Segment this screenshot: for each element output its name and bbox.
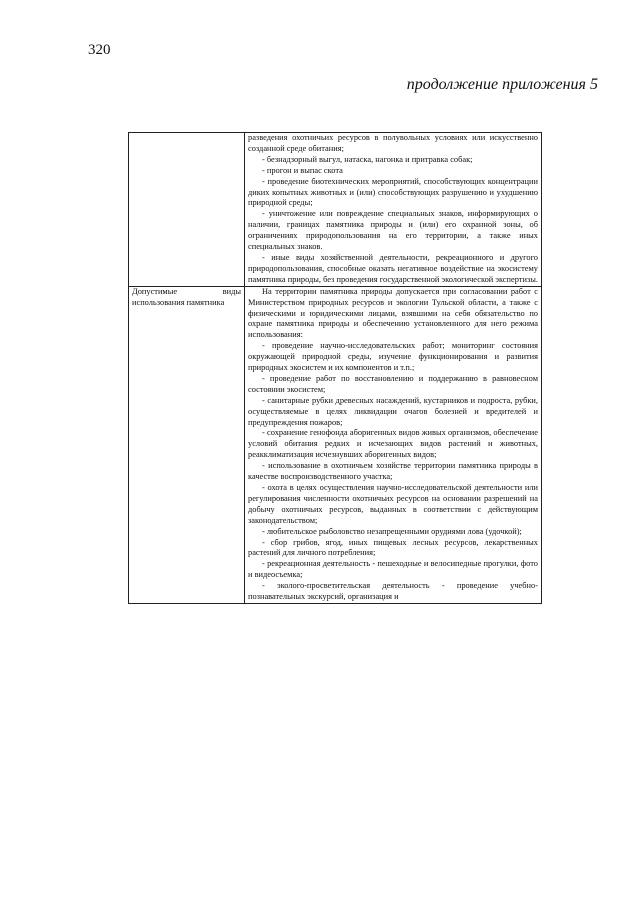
paragraph: - проведение биотехнических мероприятий, способствующих концентрации диких копытных животных и (или) способствующих разрушению и ухудшению природной среды; (248, 176, 538, 208)
paragraph: - использование в охотничьем хозяйстве территории памятника природы в качестве воспроизводственного участка; (248, 461, 538, 482)
paragraph: - рекреационная деятельность - пешеходные и велосипедные прогулки, фото и видеосъемка; (248, 559, 538, 580)
regime-table (128, 132, 542, 604)
row-label (129, 133, 245, 287)
table-row (129, 133, 542, 287)
paragraph: - любительское рыболовство незапрещенными орудиями лова (удочкой); (262, 526, 522, 536)
paragraph: - охота в целях осуществления научно-исследовательской деятельности или регулирования численности охотничьих ресурсов на основании разрешений на добычу охотничьих ресурсов, выданных в соответствии с действующим законодательством; (248, 483, 538, 525)
paragraph: - санитарные рубки древесных насаждений, кустарников и подроста, рубки, осуществляемые в целях ликвидации очагов болезней и вредителей и предупреждения пожаров; (248, 395, 538, 427)
paragraph: - сбор грибов, ягод, иных пищевых лесных ресурсов, лекарственных растений для личного потребления; (248, 537, 538, 558)
paragraph: - прогон и выпас скота (262, 165, 343, 175)
table-row (129, 286, 542, 603)
paragraph: - проведение научно-исследовательских работ; мониторинг состояния окружающей природной среды, изучение функционирования и развития природных экосистем и их компонентов и т.п.; (248, 341, 538, 373)
row-body (245, 133, 542, 287)
paragraph: - проведение работ по восстановлению и поддержанию в равновесном состоянии экосистем; (248, 373, 538, 394)
page-number: 320 (88, 42, 111, 58)
paragraph: разведения охотничьих ресурсов в полувольных условиях или искусственно созданной среде обитания; (248, 133, 538, 153)
paragraph: - безнадзорный выгул, натаска, нагонка и притравка собак; (262, 154, 473, 164)
row-label: Допустимые виды использования памятника (129, 286, 245, 603)
continuation-heading: продолжение приложения 5 (406, 76, 598, 93)
paragraph: - уничтожение или повреждение специальных знаков, информирующих о наличии, границах памятника природы и (или) его охранной зоны, об ограничениях природопользования на его территории, а также иных специальных знаков. (248, 209, 538, 252)
row-body (245, 286, 542, 603)
paragraph: - иные виды хозяйственной деятельности, рекреационного и другого природопользования, способные оказать негативное воздействие на экосистему памятника природы, без проведения государственной экологической экспертизы. (248, 252, 538, 284)
paragraph: На территории памятника природы допускается при согласовании работ с Министерством природных ресурсов и экологии Тульской области, а также с физическими и юридическими лицами, взявшими на себя обязательство по охране памятника природы и обеспечению установленного для него режима использования: (248, 286, 538, 340)
paragraph: - эколого-просветительская деятельность - проведение учебно-познавательных экскурсий, организация и (248, 581, 538, 602)
paragraph: - сохранение генофонда аборигенных видов живых организмов, обеспечение условий обитания редких и исчезающих видов растений и животных, реакклиматизация исчезнувших аборигенных видов; (248, 428, 538, 460)
